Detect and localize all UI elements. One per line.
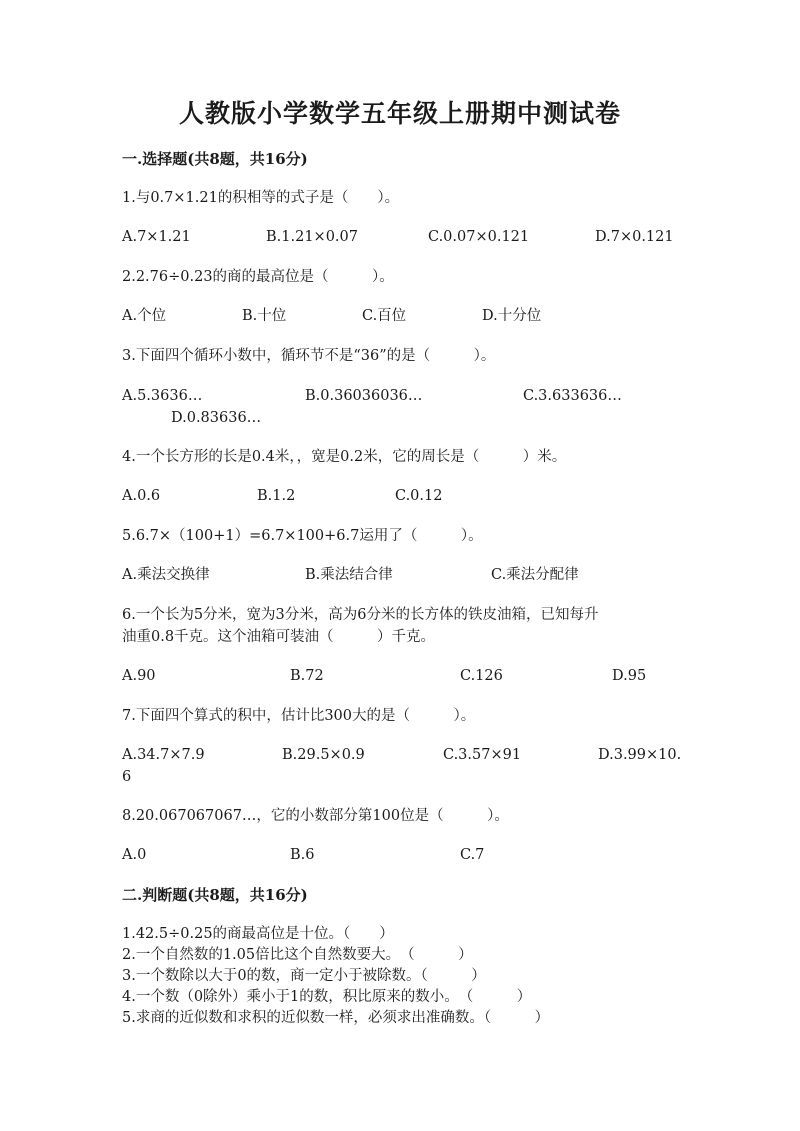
question-4: 4.一个长方形的长是0.4米，，宽是0.2米，它的周长是（ ）米。 <box>122 449 567 465</box>
judge-item-5: 5.求商的近似数和求积的近似数一样，必须求出准确数。（ ） <box>122 1010 550 1026</box>
q7-option-c: C.3.57×91 <box>443 747 522 763</box>
q8-option-b: B.6 <box>290 847 315 863</box>
question-5: 5.6.7×（100+1）=6.7×100+6.7运用了（ ）。 <box>122 528 483 544</box>
q1-option-c: C.0.07×0.121 <box>428 229 530 245</box>
q5-option-a: A.乘法交换律 <box>122 567 210 583</box>
q3-option-d: D.0.83636… <box>171 410 262 426</box>
q2-option-d: D.十分位 <box>482 308 542 324</box>
q5-option-c: C.乘法分配律 <box>491 567 579 583</box>
q7-option-b: B.29.5×0.9 <box>282 747 365 763</box>
judge-item-3: 3.一个数除以大于0的数，商一定小于被除数。（ ） <box>122 968 486 984</box>
judge-item-4: 4.一个数（0除外）乘小于1的数，积比原来的数小。 （ ） <box>122 989 532 1005</box>
q3-option-c: C.3.633636… <box>523 388 622 404</box>
question-1: 1.与0.7×1.21的积相等的式子是（ ）。 <box>122 190 400 206</box>
section-heading-choice: 一.选择题(共8题，共16分) <box>122 150 308 168</box>
q4-option-a: A.0.6 <box>122 488 161 504</box>
q3-option-a: A.5.3636… <box>122 388 203 404</box>
q7-option-d: D.3.99×10. <box>598 747 682 763</box>
q8-option-a: A.0 <box>122 847 147 863</box>
q2-option-a: A.个位 <box>122 308 167 324</box>
q6-option-b: B.72 <box>290 668 324 684</box>
q6-option-a: A.90 <box>122 668 156 684</box>
section-heading-judge: 二.判断题(共8题，共16分) <box>122 886 308 904</box>
q1-option-b: B.1.21×0.07 <box>266 229 358 245</box>
question-6-line2: 油重0.8千克。这个油箱可装油（ ）千克。 <box>122 629 436 645</box>
q7-option-d-wrap: 6 <box>122 769 132 785</box>
q5-option-b: B.乘法结合律 <box>305 567 393 583</box>
q8-option-c: C.7 <box>460 847 485 863</box>
q2-option-c: C.百位 <box>362 308 407 324</box>
question-2: 2.2.76÷0.23的商的最高位是（ ）。 <box>122 269 394 285</box>
q4-option-b: B.1.2 <box>257 488 296 504</box>
question-8: 8.20.067067067…，它的小数部分第100位是（ ）。 <box>122 808 509 824</box>
q1-option-a: A.7×1.21 <box>122 229 191 245</box>
q2-option-b: B.十位 <box>242 308 287 324</box>
q3-option-b: B.0.36036036… <box>305 388 423 404</box>
q7-option-a: A.34.7×7.9 <box>122 747 205 763</box>
judge-item-2: 2.一个自然数的1.05倍比这个自然数要大。 （ ） <box>122 947 473 963</box>
question-7: 7.下面四个算式的积中，估计比300大的是（ ）。 <box>122 708 476 724</box>
question-3: 3.下面四个循环小数中，循环节不是“36”的是（ ）。 <box>122 348 496 364</box>
q4-option-c: C.0.12 <box>395 488 443 504</box>
question-6-line1: 6.一个长为5分米，宽为3分米，高为6分米的长方体的铁皮油箱，已知每升 <box>122 607 599 623</box>
q1-option-d: D.7×0.121 <box>595 229 674 245</box>
judge-item-1: 1.42.5÷0.25的商最高位是十位。（ ） <box>122 926 394 942</box>
exam-title: 人教版小学数学五年级上册期中测试卷 <box>178 99 621 128</box>
q6-option-c: C.126 <box>460 668 503 684</box>
q6-option-d: D.95 <box>612 668 647 684</box>
